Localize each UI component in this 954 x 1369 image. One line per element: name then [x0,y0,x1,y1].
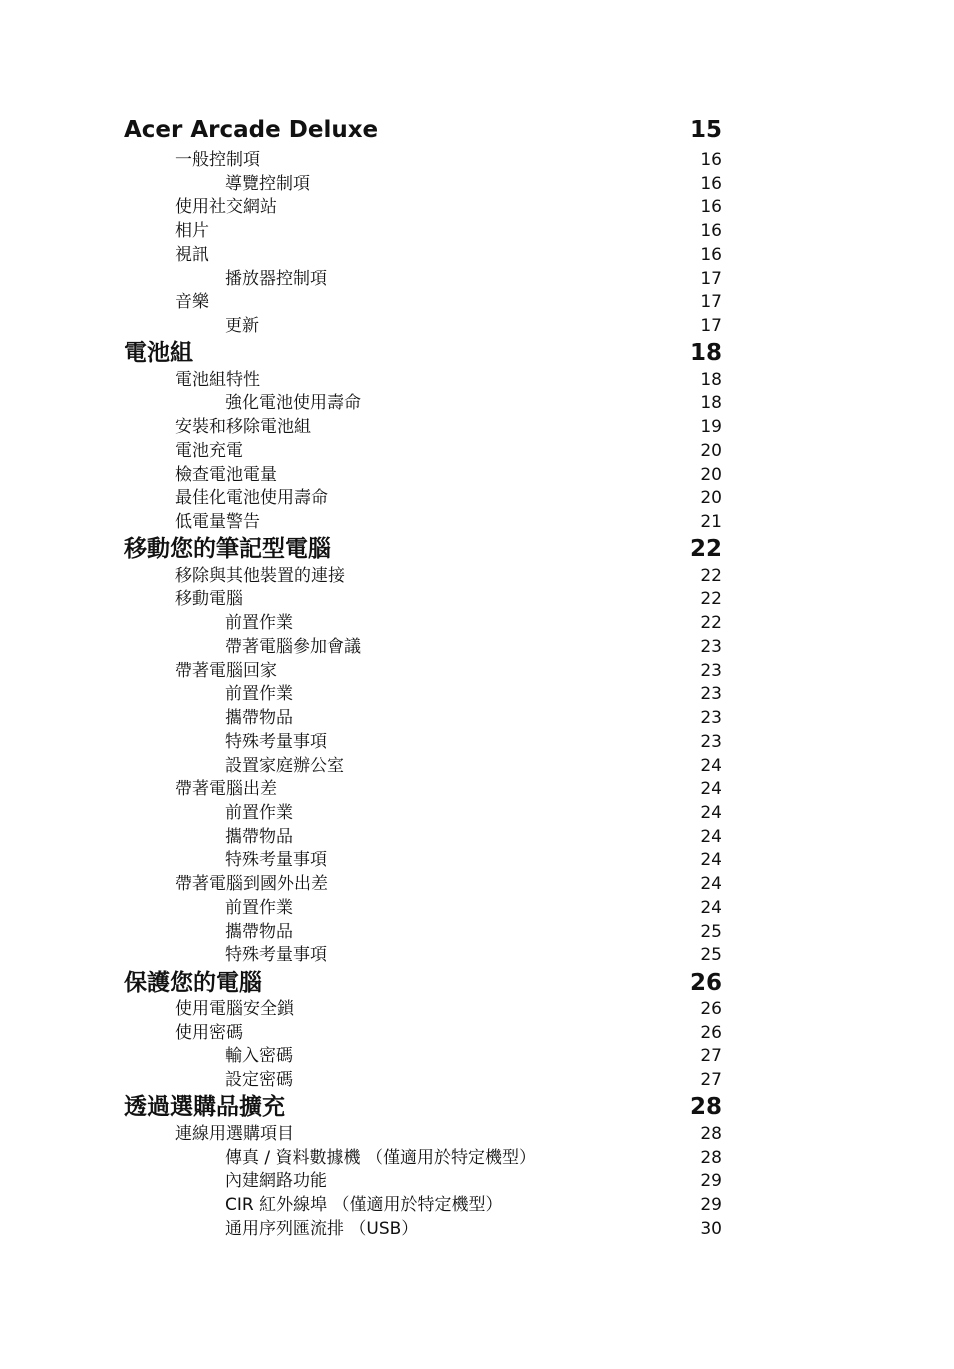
toc-entry-title: CIR 紅外線埠 （僅適用於特定機型） [225,1195,503,1215]
toc-page-number: 25 [700,945,722,965]
toc-entry-title: 帶著電腦參加會議 [225,637,361,657]
toc-page-number: 16 [700,150,722,170]
toc-entry[interactable] [0,803,954,839]
toc-page-number: 28 [700,1124,722,1144]
toc-entry-title: 強化電池使用壽命 [225,393,361,413]
toc-entry-title: 使用電腦安全鎖 [175,999,294,1019]
toc-page-number: 21 [700,512,722,532]
toc-entry-title: 帶著電腦到國外出差 [175,874,328,894]
toc-entry[interactable] [0,732,954,768]
toc-page-number: 15 [689,117,722,143]
toc-page-number: 24 [700,827,722,847]
toc-page-number: 16 [700,221,722,241]
toc-page-number: 23 [700,661,722,681]
toc-entry-title: 特殊考量事項 [225,732,327,752]
toc-entry-title: 使用密碼 [175,1023,243,1043]
toc-page-number: 22 [700,613,722,633]
toc-entry-title: 視訊 [175,245,209,265]
toc-entry-title: 攜帶物品 [225,708,293,728]
toc-entry[interactable] [0,589,954,625]
toc-entry-title: 特殊考量事項 [225,850,327,870]
toc-entry-title: 特殊考量事項 [225,945,327,965]
toc-page-number: 17 [700,292,722,312]
toc-page-number: 26 [700,999,722,1019]
toc-page-number: 18 [700,393,722,413]
toc-entry[interactable] [0,779,954,815]
toc-entry-title: 移除與其他裝置的連接 [175,566,345,586]
toc-entry-title: 傳真 / 資料數據機 （僅適用於特定機型） [225,1148,536,1168]
toc-entry-title: 連線用選購項目 [175,1124,294,1144]
toc-entry[interactable] [0,756,954,792]
toc-entry-title: 攜帶物品 [225,922,293,942]
toc-page-number: 18 [689,340,722,366]
toc-entry[interactable] [0,269,954,305]
toc-page-number: 30 [700,1219,722,1239]
toc-entry[interactable] [0,661,954,697]
toc-page-number: 27 [700,1046,722,1066]
toc-page-number: 24 [700,874,722,894]
toc-entry[interactable] [0,417,954,453]
toc-page-number: 17 [700,269,722,289]
toc-page-number: 24 [700,756,722,776]
toc-entry[interactable] [0,566,954,602]
toc-entry-title: 最佳化電池使用壽命 [175,488,328,508]
toc-page-number: 22 [689,536,722,562]
toc-entry-title: 電池組特性 [175,370,260,390]
toc-entry-title: 內建網路功能 [225,1171,327,1191]
toc-page-number: 27 [700,1070,722,1090]
toc-entry[interactable] [0,245,954,281]
toc-entry[interactable] [0,613,954,649]
toc-entry-title: 透過選購品擴充 [124,1094,285,1120]
toc-chapter-entry[interactable] [0,970,954,1009]
toc-entry-title: 前置作業 [225,803,293,823]
toc-entry-title: 帶著電腦回家 [175,661,277,681]
toc-page-number: 22 [700,589,722,609]
toc-entry-title: 保護您的電腦 [124,970,262,996]
toc-entry-title: 帶著電腦出差 [175,779,277,799]
toc-page-number: 20 [700,488,722,508]
toc-entry-title: 前置作業 [225,684,293,704]
toc-entry[interactable] [0,708,954,744]
toc-page-number: 23 [700,637,722,657]
toc-entry[interactable] [0,922,954,958]
toc-entry-title: 一般控制項 [175,150,260,170]
toc-entry[interactable] [0,850,954,886]
toc-page-number: 23 [700,732,722,752]
toc-entry[interactable] [0,827,954,863]
toc-page-number: 22 [700,566,722,586]
toc-page-number: 28 [700,1148,722,1168]
toc-entry-title: 移動電腦 [175,589,243,609]
toc-page-number: 26 [689,970,722,996]
toc-page-number: 24 [700,803,722,823]
toc-page-number: 26 [700,1023,722,1043]
toc-entry-title: 電池組 [124,340,193,366]
toc-page-number: 25 [700,922,722,942]
toc-chapter-entry[interactable] [0,1094,954,1133]
toc-page-number: 24 [700,898,722,918]
toc-page-number: 19 [700,417,722,437]
toc-entry-title: 檢查電池電量 [175,465,277,485]
toc-entry-title: 更新 [225,316,259,336]
toc-entry[interactable] [0,1148,954,1184]
toc-entry-title: 輸入密碼 [225,1046,293,1066]
toc-entry-title: 低電量警告 [175,512,260,532]
toc-entry[interactable] [0,441,954,477]
toc-entry[interactable] [0,370,954,406]
toc-entry-title: 前置作業 [225,613,293,633]
toc-page-number: 20 [700,441,722,461]
toc-entry-title: 音樂 [175,292,209,312]
toc-entry[interactable] [0,465,954,501]
toc-page-number: 28 [689,1094,722,1120]
toc-chapter-entry[interactable] [0,340,954,379]
toc-entry[interactable] [0,292,954,328]
toc-entry[interactable] [0,197,954,233]
toc-entry[interactable] [0,1046,954,1082]
toc-page-number: 18 [700,370,722,390]
toc-page-number: 24 [700,779,722,799]
toc-entry-title: 設定密碼 [225,1070,293,1090]
toc-chapter-entry[interactable] [0,536,954,575]
toc-entry[interactable] [0,1023,954,1059]
toc-entry-title: 攜帶物品 [225,827,293,847]
toc-entry[interactable] [0,874,954,910]
toc-entry-title: 設置家庭辦公室 [225,756,344,776]
toc-page-number: 29 [700,1195,722,1215]
toc-entry[interactable] [0,393,954,429]
toc-entry[interactable] [0,898,954,934]
toc-entry[interactable] [0,1195,954,1231]
toc-entry[interactable] [0,637,954,673]
toc-entry[interactable] [0,684,954,720]
toc-entry-title: 電池充電 [175,441,243,461]
toc-page-number: 16 [700,174,722,194]
toc-entry-title: 前置作業 [225,898,293,918]
toc-entry-title: 使用社交網站 [175,197,277,217]
toc-entry-title: Acer Arcade Deluxe [124,117,379,143]
toc-entry-title: 安裝和移除電池組 [175,417,311,437]
toc-page-number: 17 [700,316,722,336]
toc-page-number: 23 [700,708,722,728]
toc-page-number: 16 [700,245,722,265]
toc-entry-title: 相片 [175,221,209,241]
toc-entry[interactable] [0,221,954,257]
toc-entry[interactable] [0,150,954,186]
toc-entry-title: 導覽控制項 [225,174,310,194]
toc-entry[interactable] [0,174,954,210]
toc-page-number: 16 [700,197,722,217]
toc-entry[interactable] [0,999,954,1035]
toc-page-number: 23 [700,684,722,704]
toc-entry-title: 播放器控制項 [225,269,327,289]
toc-entry-title: 通用序列匯流排 （USB） [225,1219,419,1239]
toc-page-number: 29 [700,1171,722,1191]
toc-page-number: 24 [700,850,722,870]
toc-entry[interactable] [0,488,954,524]
toc-chapter-entry[interactable] [0,117,954,156]
toc-entry[interactable] [0,1219,954,1255]
toc-entry-title: 移動您的筆記型電腦 [124,536,331,562]
toc-page-number: 20 [700,465,722,485]
